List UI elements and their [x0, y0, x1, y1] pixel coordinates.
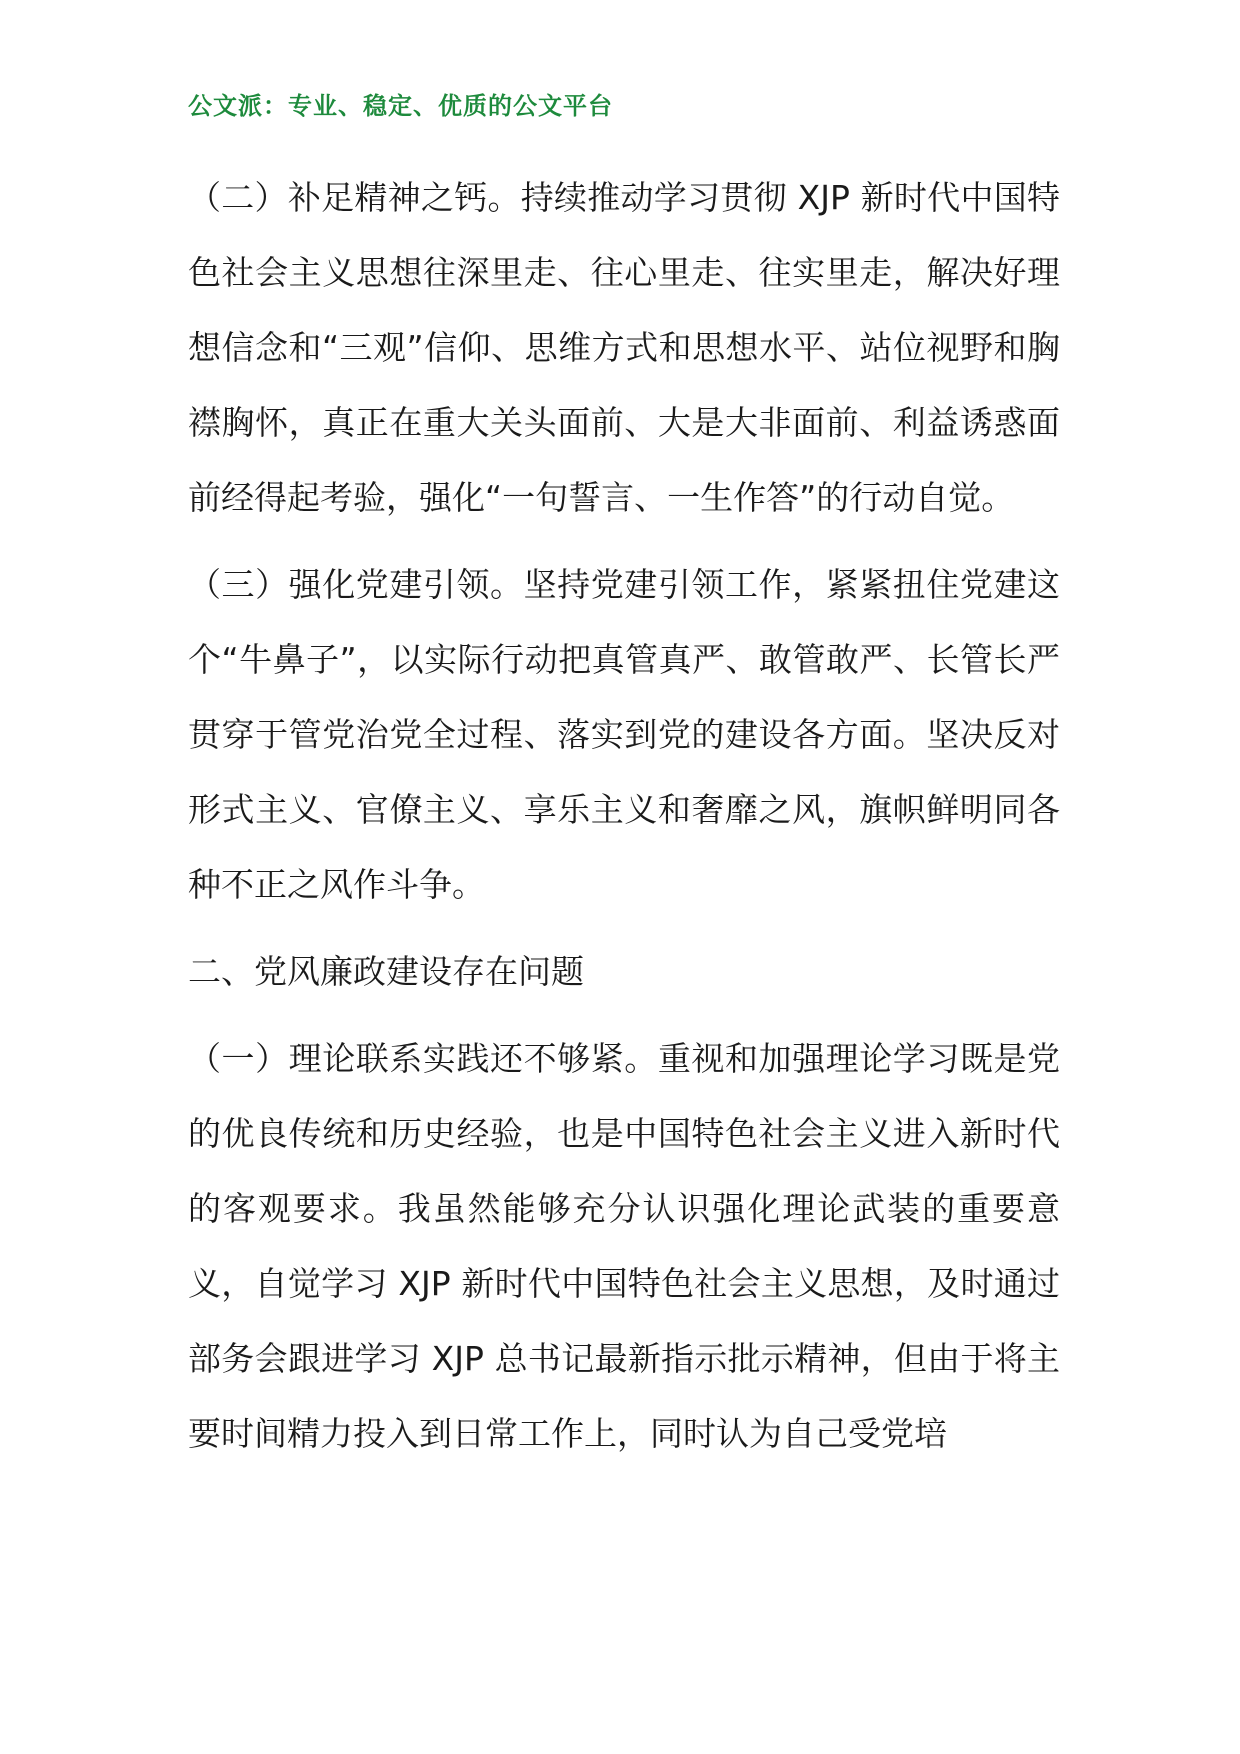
- paragraph-party-building: （三）强化党建引领。坚持党建引领工作，紧紧扭住党建这个“牛鼻子”，以实际行动把真管真严、敢管敢严、长管长严贯穿于管党治党全过程、落实到党的建设各方面。坚决反对形式主义、官僚主义、享乐主义和奢靡之风，旗帜鲜明同各种不正之风作斗争。: [188, 565, 1060, 904]
- document-body: [188, 160, 1060, 1483]
- header-slogan: 公文派：专业、稳定、优质的公文平台: [188, 92, 613, 120]
- section-heading-problems: 二、党风廉政建设存在问题: [188, 952, 584, 991]
- paragraph-theory-practice: （一）理论联系实践还不够紧。重视和加强理论学习既是党的优良传统和历史经验，也是中国特色社会主义进入新时代的客观要求。我虽然能够充分认识强化理论武装的重要意义，自觉学习 XJP 新时代中国特色社会主义思想，及时通过部务会跟进学习 XJP 总书记最新指示批示精神，但由于将主要时间精力投入到日常工作上，同时认为自己受党培: [188, 1039, 1060, 1453]
- paragraph-spirit: （二）补足精神之钙。持续推动学习贯彻 XJP 新时代中国特色社会主义思想往深里走、往心里走、往实里走，解决好理想信念和“三观”信仰、思维方式和思想水平、站位视野和胸襟胸怀，真正在重大关头面前、大是大非面前、利益诱惑面前经得起考验，强化“一句誓言、一生作答”的行动自觉。: [188, 178, 1060, 517]
